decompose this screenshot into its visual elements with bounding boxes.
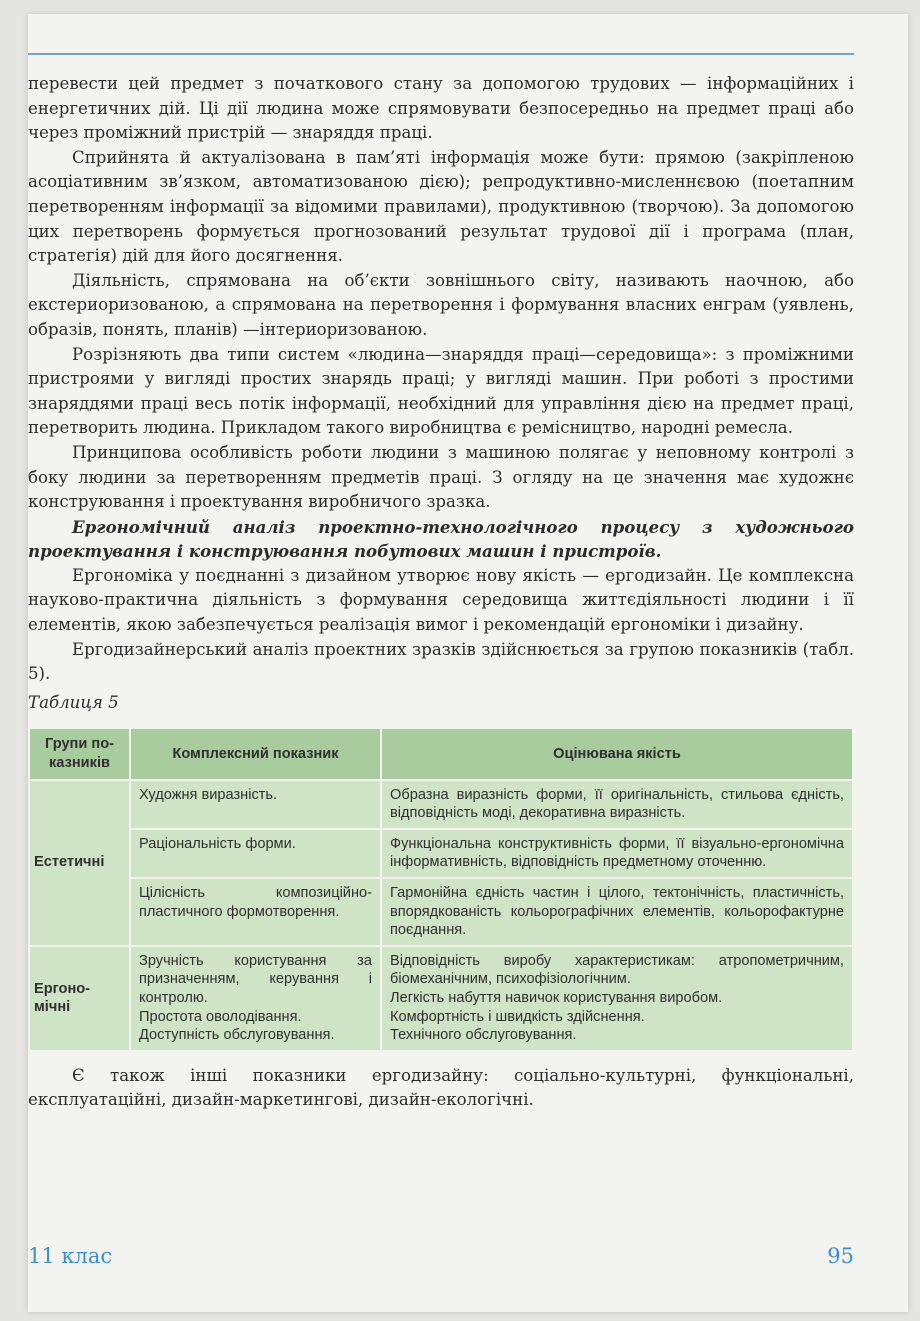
table-caption: Таблиця 5 bbox=[28, 692, 119, 712]
quality-line: Технічного обслуговування. bbox=[390, 1027, 577, 1044]
paragraph: Ергодизайнерський аналіз проектних зразків здійснюється за групою показників (табл. 5). bbox=[28, 639, 854, 684]
table-row bbox=[29, 878, 853, 946]
paragraph: перевести цей предмет з початкового стану за допомогою трудових — інформаційних і енергетичних дій. Ці дії людина може спрямовувати безпосередньо на предмет праці або через проміжний пристрій — знаряддя праці. bbox=[28, 74, 854, 143]
quality-line: Легкість набуття навичок користування виробом. bbox=[390, 989, 723, 1006]
table-row bbox=[29, 829, 853, 878]
quality-line: Комфортність і швидкість здійснення. bbox=[390, 1008, 645, 1025]
paragraph: Сприйнята й актуалізована в пам’яті інформація може бути: прямою (закріпленою асоціативним зв’язком, автоматизованою дією); репродуктивно-мисленнєвою (поетапним перетворенням інформації за відомими правилами), продуктивною (творчою). За допомогою цих перетворень формується прогнозований результат трудової дії і програма (план, стратегія) дій для його досягнення. bbox=[28, 147, 854, 266]
indicator-line: Доступність обслуговування. bbox=[139, 1027, 335, 1044]
header-quality: Оцінювана якість bbox=[381, 728, 853, 779]
table-row bbox=[29, 946, 853, 1051]
paragraph: Принципова особливість роботи людини з машиною полягає у неповному контролі з боку людини за перетворенням предметів праці. З огляду на це значення має художнє конструювання і проектування виробничого зразка. bbox=[28, 442, 854, 512]
indicator-cell: Раціональність форми. bbox=[130, 829, 381, 878]
page-body bbox=[28, 72, 854, 1113]
paragraph: Є також інші показники ергодизайну: соціально-культурні, функціональні, експлуатаційні, дизайн-маркетингові, дизайн-екологічні. bbox=[28, 1065, 854, 1110]
paragraph: Діяльність, спрямована на об’єкти зовнішнього світу, називають наочною, або екстериоризованою, а спрямована на перетворення і формування власних енграм (уявлень, образів, понять, планів) —інтериоризованою. bbox=[28, 270, 854, 339]
indicator-cell: Художня виразність. bbox=[130, 780, 381, 829]
grade-label: 11 клас bbox=[28, 1244, 113, 1268]
page-number: 95 bbox=[827, 1244, 854, 1268]
group-ergonomic: Ергоно-мічні bbox=[29, 946, 130, 1051]
header-rule bbox=[28, 53, 854, 55]
indicator-line: Простота оволодівання. bbox=[139, 1008, 302, 1025]
quality-cell: Функціональна конструктивність форми, її візуально-ергономічна інформативність, відповідність предметному оточенню. bbox=[381, 829, 853, 878]
indicator-cell: Цілісність композиційно-пластичного формотворення. bbox=[130, 878, 381, 946]
quality-cell: Образна виразність форми, її оригінальність, стильова єдність, відповідність моді, декоративна виразність. bbox=[381, 780, 853, 829]
paragraph: Ергономіка у поєднанні з дизайном утворює нову якість — ергодизайн. Це комплексна науково-практична діяльність з формування середовища життєдіяльності людини і її елементів, якою забезпечується реалізація вимог і рекомендацій ергономіки і дизайну. bbox=[28, 565, 854, 635]
section-heading: Ергономічний аналіз проектно-технологічного процесу з художнього проектування і конструювання побутових машин і пристроїв. bbox=[28, 516, 854, 562]
paragraph: Розрізняють два типи систем «людина—знаряддя праці—середовища»: з проміжними пристроями у вигляді простих знарядь праці; у вигляді машин. При роботі з простими знаряддями праці весь потік інформації, необхідний для управління дією на предмет праці, перетворить людина. Прикладом такого виробництва є ремісництво, народні ремесла. bbox=[28, 344, 854, 438]
header-indicator: Комплексний показник bbox=[130, 728, 381, 779]
table-row bbox=[29, 780, 853, 829]
quality-cell: Гармонійна єдність частин і цілого, тектонічність, пластичність, впорядкованість кольорографічних елементів, кольорофактурне поєднання. bbox=[381, 878, 853, 946]
group-aesthetic: Естетичні bbox=[29, 780, 130, 946]
quality-line: Відповідність виробу характеристикам: атропометричним, біомеханічним, психофізіологічним. bbox=[390, 952, 844, 988]
ergodesign-table bbox=[28, 727, 854, 1051]
header-groups: Групи по-казників bbox=[29, 728, 130, 779]
table-header-row bbox=[29, 728, 853, 779]
indicator-cell bbox=[130, 946, 381, 1051]
quality-cell bbox=[381, 946, 853, 1051]
indicator-line: Зручність користування за призначенням, керування і контролю. bbox=[139, 952, 372, 1006]
